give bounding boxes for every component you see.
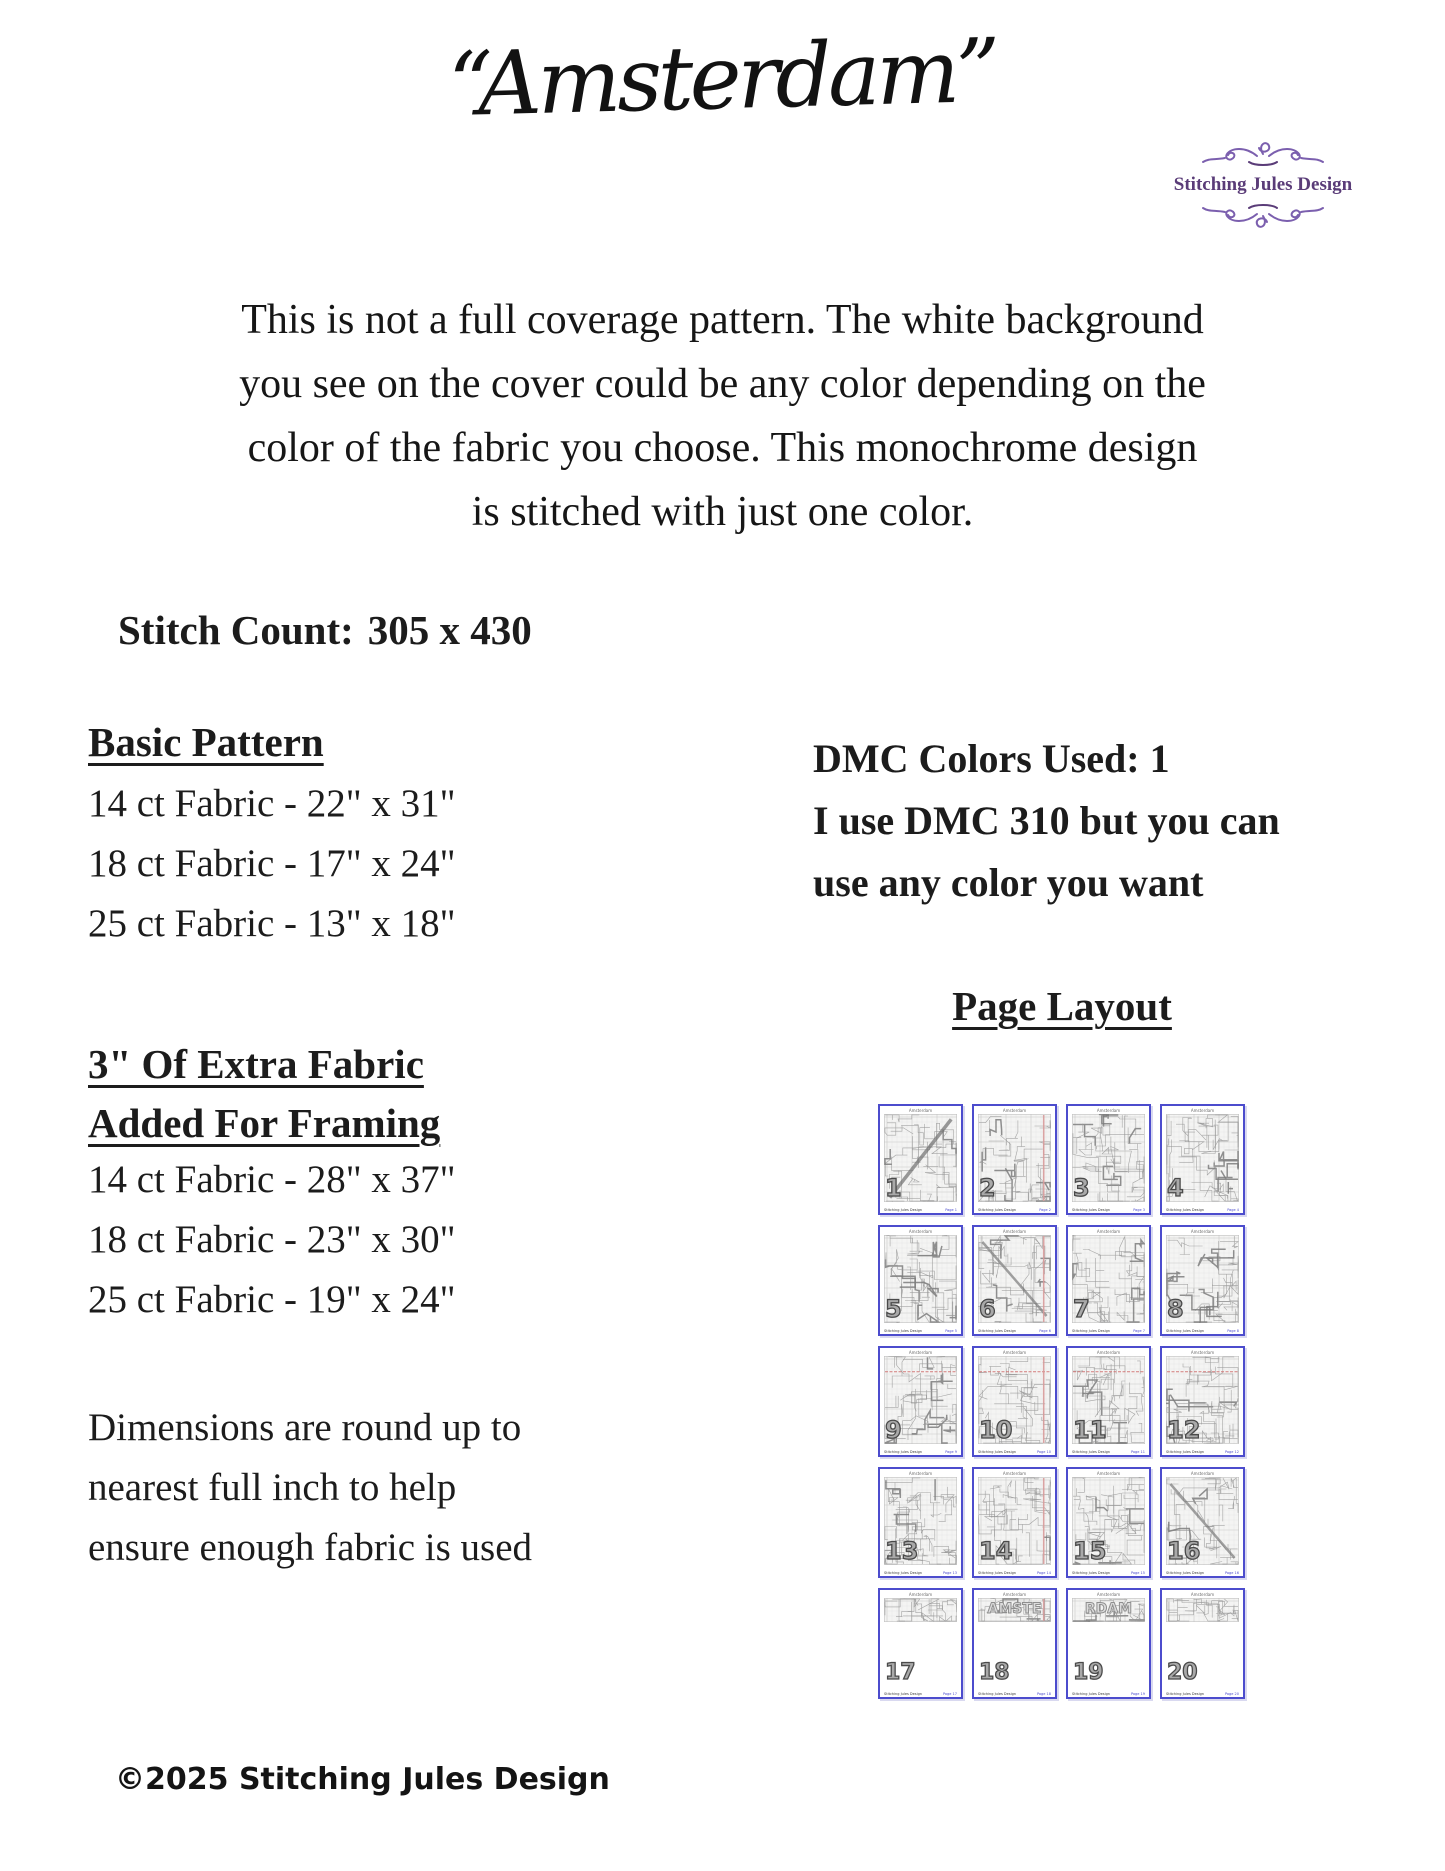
thumbnail-footer (884, 1330, 957, 1334)
page-layout-heading: Page Layout (952, 983, 1172, 1029)
intro-line: This is not a full coverage pattern. The white background (241, 297, 1204, 343)
page-thumbnail (1160, 1467, 1245, 1578)
intro-paragraph (0, 288, 1445, 544)
basic-pattern-rows (88, 774, 456, 954)
page-thumbnail (1066, 1104, 1151, 1215)
thumbnail-footer-page: Page 7 (1133, 1328, 1145, 1333)
page-thumbnail (878, 1225, 963, 1336)
thumbnail-footer (978, 1693, 1051, 1697)
extra-fabric-heading (88, 1036, 440, 1154)
thumbnail-footer-brand: Stitching Jules Design (1072, 1449, 1111, 1454)
thumbnail-footer-brand: Stitching Jules Design (1166, 1207, 1205, 1212)
copyright: ©2025 Stitching Jules Design (115, 1762, 610, 1797)
page-thumbnail (972, 1467, 1057, 1578)
page-number: 9 (885, 1416, 902, 1444)
thumbnail-footer (1072, 1451, 1145, 1455)
thumbnail-footer (1072, 1209, 1145, 1213)
thumbnail-footer-brand: Stitching Jules Design (884, 1691, 923, 1696)
thumbnail-footer (1166, 1330, 1239, 1334)
thumbnail-title: Amsterdam (1002, 1229, 1027, 1234)
thumbnail-footer (978, 1209, 1051, 1213)
thumbnail-title: Amsterdam (1096, 1108, 1121, 1113)
thumbnail-footer-page: Page 4 (1227, 1207, 1239, 1212)
thumbnail-title: Amsterdam (1096, 1350, 1121, 1355)
thumbnail-footer-page: Page 16 (1224, 1570, 1239, 1575)
flourish-bottom-icon (1197, 196, 1329, 232)
thumbnail-footer-brand: Stitching Jules Design (1166, 1691, 1205, 1696)
page-number: 6 (979, 1295, 996, 1323)
page-thumbnail (972, 1346, 1057, 1457)
thumbnail-title: Amsterdam (908, 1108, 933, 1113)
thumbnail-footer-brand: Stitching Jules Design (1072, 1691, 1111, 1696)
thumbnail-footer-brand: Stitching Jules Design (978, 1570, 1017, 1575)
page-number: 20 (1167, 1660, 1198, 1685)
dmc-colors-block (813, 728, 1280, 914)
thumbnail-footer-brand: Stitching Jules Design (1166, 1449, 1205, 1454)
extra-fabric-rows (88, 1150, 456, 1330)
thumbnail-footer (884, 1693, 957, 1697)
page-thumbnail (1066, 1588, 1151, 1699)
extra-fabric-heading-line: Added For Framing (88, 1100, 441, 1146)
flourish-top-icon (1197, 138, 1329, 174)
thumbnail-footer (978, 1572, 1051, 1576)
thumbnail-footer-page: Page 11 (1130, 1449, 1145, 1454)
page-number: 2 (979, 1174, 996, 1202)
thumbnail-title: Amsterdam (908, 1350, 933, 1355)
thumbnail-title: Amsterdam (1190, 1592, 1215, 1597)
page-number: 4 (1167, 1174, 1184, 1202)
thumbnail-title: Amsterdam (1190, 1471, 1215, 1476)
thumbnail-footer-brand: Stitching Jules Design (884, 1328, 923, 1333)
thumbnail-footer (978, 1330, 1051, 1334)
thumbnail-title: Amsterdam (1096, 1592, 1121, 1597)
thumbnail-footer-page: Page 12 (1224, 1449, 1239, 1454)
thumbnail-footer-page: Page 20 (1224, 1691, 1239, 1696)
thumbnail-footer-page: Page 14 (1036, 1570, 1051, 1575)
page-number: 15 (1073, 1537, 1107, 1565)
thumbnail-footer-brand: Stitching Jules Design (1072, 1207, 1111, 1212)
thumbnail-footer (1166, 1451, 1239, 1455)
thumbnail-footer (1166, 1572, 1239, 1576)
brand-logo (1157, 138, 1369, 232)
dimensions-note (88, 1398, 532, 1578)
thumbnail-footer-page: Page 3 (1133, 1207, 1145, 1212)
thumbnail-title: Amsterdam (1002, 1471, 1027, 1476)
thumbnail-footer-page: Page 10 (1036, 1449, 1051, 1454)
fabric-size-row: 14 ct Fabric - 22" x 31" (88, 782, 456, 825)
pattern-preview-map (1166, 1598, 1239, 1622)
dmc-line: use any color you want (813, 860, 1204, 905)
thumbnail-footer-page: Page 19 (1130, 1691, 1145, 1696)
thumbnail-footer (1072, 1572, 1145, 1576)
page-number: 16 (1167, 1537, 1201, 1565)
fabric-size-row: 25 ct Fabric - 13" x 18" (88, 902, 456, 945)
basic-pattern-heading: Basic Pattern (88, 719, 324, 765)
page-number: 10 (979, 1416, 1013, 1444)
intro-line: is stitched with just one color. (471, 489, 974, 535)
page-number: 5 (885, 1295, 902, 1323)
page-number: 17 (885, 1660, 916, 1685)
thumbnail-footer-page: Page 13 (942, 1570, 957, 1575)
page-thumbnail (878, 1104, 963, 1215)
page-number: 11 (1073, 1416, 1107, 1444)
thumbnail-footer (1166, 1693, 1239, 1697)
thumbnail-title: Amsterdam (1096, 1471, 1121, 1476)
thumbnail-footer (884, 1572, 957, 1576)
thumbnail-footer-brand: Stitching Jules Design (1072, 1570, 1111, 1575)
thumbnail-title: Amsterdam (1190, 1108, 1215, 1113)
fabric-size-row: 25 ct Fabric - 19" x 24" (88, 1278, 456, 1321)
stitch-count-label: Stitch Count: (118, 607, 354, 653)
thumbnail-footer (1072, 1330, 1145, 1334)
page-number: 7 (1073, 1295, 1090, 1323)
thumbnail-footer-page: Page 6 (1039, 1328, 1051, 1333)
page-thumbnail (1160, 1225, 1245, 1336)
thumbnail-footer-brand: Stitching Jules Design (978, 1691, 1017, 1696)
thumbnail-footer-brand: Stitching Jules Design (884, 1207, 923, 1212)
page-number: 3 (1073, 1174, 1090, 1202)
page-number: 19 (1073, 1660, 1104, 1685)
thumbnail-footer (884, 1209, 957, 1213)
dmc-line: I use DMC 310 but you can (813, 798, 1280, 843)
thumbnail-footer (1166, 1209, 1239, 1213)
page-number: 14 (979, 1537, 1013, 1565)
page-thumbnail (1066, 1467, 1151, 1578)
page-thumbnail (1066, 1225, 1151, 1336)
pattern-preview-map (884, 1598, 957, 1622)
page-number: 18 (979, 1660, 1010, 1685)
thumbnail-footer-brand: Stitching Jules Design (884, 1449, 923, 1454)
page-thumbnail (1160, 1588, 1245, 1699)
thumbnail-footer (978, 1451, 1051, 1455)
extra-fabric-heading-line: 3" Of Extra Fabric (88, 1041, 424, 1087)
dmc-line: DMC Colors Used: 1 (813, 736, 1170, 781)
thumbnail-title: Amsterdam (1096, 1229, 1121, 1234)
thumbnail-footer-brand: Stitching Jules Design (1166, 1328, 1205, 1333)
page-thumbnail (878, 1346, 963, 1457)
pattern-letters: RDAM (1084, 1601, 1133, 1617)
pattern-title: “Amsterdam” (446, 18, 999, 137)
thumbnail-footer-brand: Stitching Jules Design (978, 1207, 1017, 1212)
page-thumbnail (972, 1104, 1057, 1215)
page-number: 13 (885, 1537, 919, 1565)
pattern-letters: AMSTE (987, 1601, 1042, 1617)
thumbnail-footer-page: Page 17 (942, 1691, 957, 1696)
thumbnail-footer (1072, 1693, 1145, 1697)
thumbnail-footer-brand: Stitching Jules Design (1072, 1328, 1111, 1333)
stitch-count (118, 606, 532, 654)
page-number: 8 (1167, 1295, 1184, 1323)
page-thumbnail (1160, 1346, 1245, 1457)
page-grid (878, 1104, 1245, 1699)
page-thumbnail (878, 1588, 963, 1699)
dimensions-note-line: ensure enough fabric is used (88, 1526, 533, 1569)
thumbnail-footer-brand: Stitching Jules Design (884, 1570, 923, 1575)
thumbnail-footer-page: Page 8 (1227, 1328, 1239, 1333)
brand-logo-text: Stitching Jules Design (1173, 174, 1353, 195)
page-thumbnail (972, 1588, 1057, 1699)
thumbnail-footer-brand: Stitching Jules Design (978, 1328, 1017, 1333)
thumbnail-title: Amsterdam (1002, 1108, 1027, 1113)
thumbnail-footer-page: Page 2 (1039, 1207, 1051, 1212)
thumbnail-footer-page: Page 5 (945, 1328, 957, 1333)
thumbnail-footer-page: Page 15 (1130, 1570, 1145, 1575)
page-thumbnail (972, 1225, 1057, 1336)
thumbnail-title: Amsterdam (1190, 1229, 1215, 1234)
thumbnail-footer-brand: Stitching Jules Design (1166, 1570, 1205, 1575)
thumbnail-title: Amsterdam (908, 1471, 933, 1476)
thumbnail-footer-page: Page 18 (1036, 1691, 1051, 1696)
fabric-size-row: 18 ct Fabric - 17" x 24" (88, 842, 456, 885)
page-thumbnail (1066, 1346, 1151, 1457)
thumbnail-title: Amsterdam (908, 1229, 933, 1234)
thumbnail-footer-page: Page 1 (945, 1207, 957, 1212)
thumbnail-title: Amsterdam (1002, 1592, 1027, 1597)
thumbnail-footer (884, 1451, 957, 1455)
page-thumbnail (878, 1467, 963, 1578)
intro-line: you see on the cover could be any color depending on the (239, 361, 1206, 407)
thumbnail-footer-page: Page 9 (945, 1449, 957, 1454)
thumbnail-title: Amsterdam (1190, 1350, 1215, 1355)
stitch-count-value: 305 x 430 (367, 607, 532, 653)
fabric-size-row: 14 ct Fabric - 28" x 37" (88, 1158, 456, 1201)
thumbnail-footer-brand: Stitching Jules Design (978, 1449, 1017, 1454)
thumbnail-title: Amsterdam (908, 1592, 933, 1597)
page-thumbnail (1160, 1104, 1245, 1215)
page-number: 12 (1167, 1416, 1201, 1444)
dimensions-note-line: Dimensions are round up to (88, 1406, 522, 1449)
fabric-size-row: 18 ct Fabric - 23" x 30" (88, 1218, 456, 1261)
page-number: 1 (885, 1174, 902, 1202)
intro-line: color of the fabric you choose. This monochrome design (247, 425, 1198, 471)
dimensions-note-line: nearest full inch to help (88, 1466, 457, 1509)
thumbnail-title: Amsterdam (1002, 1350, 1027, 1355)
